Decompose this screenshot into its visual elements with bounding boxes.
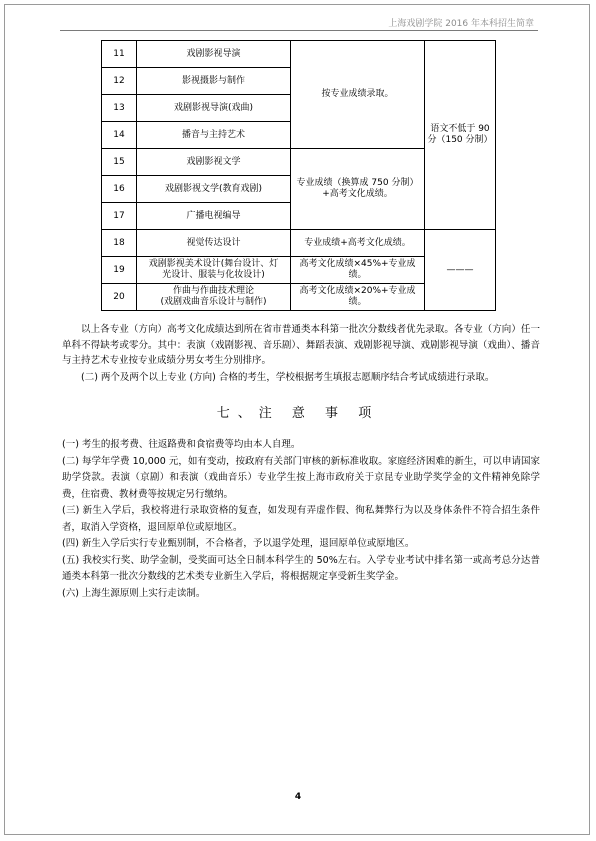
- admission-rule: 按专业成绩录取。: [291, 41, 425, 149]
- row-number: 18: [102, 230, 137, 257]
- note-item: (三) 新生入学后，我校将进行录取资格的复查，如发现有弄虚作假、徇私舞弊行为以及身体条件不符合招生条件者，取消入学资格，退回原单位或原地区。: [62, 505, 540, 533]
- admissions-table: [101, 40, 496, 311]
- admission-rule: 高考文化成绩×45%+专业成绩。: [291, 257, 425, 284]
- row-number: 12: [102, 68, 137, 95]
- row-number: 11: [102, 41, 137, 68]
- major-name: 戏剧影视文学: [137, 149, 291, 176]
- note-item: (一) 考生的报考费、往返路费和食宿费等均由本人自理。: [62, 439, 301, 450]
- note-item: (五) 我校实行奖、助学金制，受奖面可达全日制本科学生的 50%左右。入学专业考试中排名第一或高考总分达普通类本科第一批次分数线的艺术类专业新生入学后，将根据规定享受新生奖学金。: [62, 554, 540, 582]
- admission-rule: 专业成绩（换算成 750 分制）+高考文化成绩。: [291, 149, 425, 230]
- admission-rule: 专业成绩+高考文化成绩。: [291, 230, 425, 257]
- major-name-line: (戏剧戏曲音乐设计与制作): [160, 297, 267, 307]
- major-name: 影视摄影与制作: [137, 68, 291, 95]
- major-name: [137, 284, 291, 311]
- row-number: 13: [102, 95, 137, 122]
- row-number: 15: [102, 149, 137, 176]
- major-name-line: 作曲与作曲技术理论: [172, 286, 254, 296]
- note-item: (二) 每学年学费 10,000 元，如有变动，按政府有关部门审核的新标准收取。家庭经济困难的新生，可以申请国家助学贷款。表演（京剧）和表演（戏曲音乐）专业学生按上海市政府关于京昆专业助学奖学金的文件精神免除学费，住宿费、教材费等按规定另行缴纳。: [62, 455, 540, 500]
- major-name-line: 光设计、服装与化妆设计): [162, 270, 265, 280]
- row-number: 20: [102, 284, 137, 311]
- major-name: 广播电视编导: [137, 203, 291, 230]
- major-name: 播音与主持艺术: [137, 122, 291, 149]
- chinese-requirement: 语文不低于 90 分（150 分制）: [425, 41, 496, 230]
- table-row: [102, 41, 496, 68]
- major-name: 戏剧影视导演: [137, 41, 291, 68]
- no-requirement-dash: ———: [425, 230, 496, 311]
- row-number: 17: [102, 203, 137, 230]
- major-name: 戏剧影视文学(教育戏剧): [137, 176, 291, 203]
- major-name-line: 戏剧影视美术设计(舞台设计、灯: [148, 259, 279, 269]
- major-name: 戏剧影视导演(戏曲): [137, 95, 291, 122]
- row-number: 14: [102, 122, 137, 149]
- paragraph-multiple-majors: (二) 两个及两个以上专业 (方向) 合格的考生，学校根据考生填报志愿顺序结合考试成绩进行录取。: [81, 372, 495, 383]
- table-row: [102, 230, 496, 257]
- header-title: 上海戏剧学院 2016 年本科招生简章: [388, 19, 534, 29]
- note-item: (四) 新生入学后实行专业甄别制，不合格者，予以退学处理，退回原单位或原地区。: [62, 538, 415, 549]
- admission-rule: 高考文化成绩×20%+专业成绩。: [291, 284, 425, 311]
- notes-list: [62, 437, 540, 602]
- row-number: 16: [102, 176, 137, 203]
- major-name: 视觉传达设计: [137, 230, 291, 257]
- paragraph-priority-admission: 以上各专业（方向）高考文化成绩达到所在省市普通类本科第一批次分数线者优先录取。各专业（方向）任一单科不得缺考或零分。其中：表演（戏剧影视、音乐剧）、舞蹈表演、戏剧影视导演、戏剧影视导演（戏曲）、播音与主持艺术专业按专业成绩分男女考生分别排序。: [62, 324, 540, 366]
- section-title: 七、注 意 事 项: [216, 406, 380, 421]
- page-number: 4: [294, 792, 302, 802]
- header-rule: [60, 30, 538, 31]
- major-name: [137, 257, 291, 284]
- note-item: (六) 上海生源原则上实行走读制。: [62, 587, 206, 599]
- row-number: 19: [102, 257, 137, 284]
